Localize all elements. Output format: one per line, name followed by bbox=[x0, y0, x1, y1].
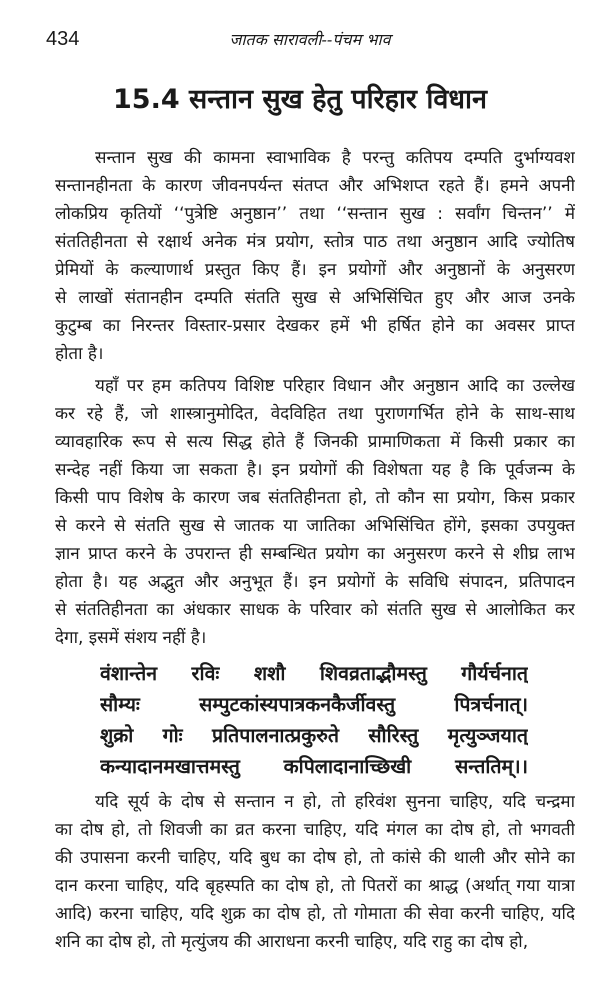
text-line: से संततिहीनता का अंधकार साधक के परिवार को संतति सुख से आलोकित कर bbox=[55, 600, 575, 620]
text-line: प्रेमियों के कल्याणार्थ प्रस्तुत किए हैं। इन प्रयोगों और अनुष्ठानों के अनुसरण bbox=[55, 260, 575, 280]
text-line: देगा, इसमें संशय नहीं है। bbox=[55, 628, 207, 648]
text-line: किसी पाप विशेष के कारण जब संततिहीनता हो, तो कौन सा प्रयोग, किस प्रकार bbox=[55, 488, 575, 508]
text-line: का दोष हो, तो शिवजी का व्रत करना चाहिए, यदि मंगल का दोष हो, तो भगवती bbox=[55, 820, 575, 840]
section-title: 15.4 सन्तान सुख हेतु परिहार विधान bbox=[113, 84, 487, 115]
text-line: सन्देह नहीं किया जा सकता है। इन प्रयोगों की विशेषता यह है कि पूर्वजन्म के bbox=[55, 460, 575, 480]
verse-line: शुक्रो गोः प्रतिपालनात्प्रकुरुते सौरिस्तु मृत्युञ्जयात् bbox=[100, 724, 528, 747]
running-header: जातक सारावली--पंचम भाव bbox=[229, 30, 391, 49]
sanskrit-verse bbox=[100, 658, 528, 782]
text-line: यदि सूर्य के दोष से सन्तान न हो, तो हरिवंश सुनना चाहिए, यदि चन्द्रमा bbox=[95, 792, 575, 812]
text-line: यहाँ पर हम कतिपय विशिष्ट परिहार विधान और अनुष्ठान आदि का उल्लेख bbox=[95, 376, 575, 396]
text-line: शनि का दोष हो, तो मृत्युंजय की आराधना करनी चाहिए, यदि राहु का दोष हो, bbox=[55, 932, 529, 952]
paragraph-3 bbox=[55, 788, 575, 956]
text-line: से लाखों संतानहीन दम्पति संतति सुख से अभिसिंचित हुए और आज उनके bbox=[55, 288, 575, 308]
paragraph-1 bbox=[55, 144, 575, 368]
text-line: की उपासना करनी चाहिए, यदि बुध का दोष हो, तो कांसे की थाली और सोने का bbox=[55, 848, 575, 868]
text-line: ज्ञान प्राप्त करने के उपरान्त ही सम्बन्धित प्रयोग का अनुसरण करने से शीघ्र लाभ bbox=[55, 544, 575, 564]
text-line: होता है। bbox=[55, 344, 104, 364]
text-line: दान करना चाहिए, यदि बृहस्पति का दोष हो, तो पितरों का श्राद्ध (अर्थात् गया यात्रा bbox=[55, 876, 575, 896]
text-line: संततिहीनता से रक्षार्थ अनेक मंत्र प्रयोग, स्तोत्र पाठ तथा अनुष्ठान आदि ज्योतिष bbox=[55, 232, 575, 252]
text-line: लोकप्रिय कृतियों ‘‘पुत्रेष्टि अनुष्ठान’’ तथा ‘‘सन्तान सुख : सर्वांग चिन्तन’’ में bbox=[55, 204, 575, 224]
verse-line: वंशान्तेन रविः शशौ शिवव्रताद्भौमस्तु गौर्यर्चनात् bbox=[100, 662, 528, 685]
text-line: व्यावहारिक रूप से सत्य सिद्ध होते हैं जिनकी प्रामाणिकता में किसी प्रकार का bbox=[55, 432, 575, 452]
verse-line: सौम्यः सम्पुटकांस्यपात्रकनकैर्जीवस्तु पित्रर्चनात्। bbox=[100, 693, 528, 716]
paragraph-2 bbox=[55, 372, 575, 652]
text-line: कुटुम्ब का निरन्तर विस्तार-प्रसार देखकर हमें भी हर्षित होने का अवसर प्राप्त bbox=[55, 316, 575, 336]
text-line: सन्तानहीनता के कारण जीवनपर्यन्त संतप्त और अभिशप्त रहते हैं। हमने अपनी bbox=[55, 176, 575, 196]
text-line: आदि) करना चाहिए, यदि शुक्र का दोष हो, तो गोमाता की सेवा करनी चाहिए, यदि bbox=[55, 904, 575, 924]
page-number: 434 bbox=[46, 28, 80, 50]
verse-line: कन्यादानमखात्तमस्तु कपिलादानाच्छिखी सन्ततिम्।। bbox=[100, 755, 528, 778]
text-line: से करने से संतति सुख से जातक या जातिका अभिसिंचित होंगे, इसका उपयुक्त bbox=[55, 516, 575, 536]
text-line: होता है। यह अद्भुत और अनुभूत हैं। इन प्रयोगों के सविधि संपादन, प्रतिपादन bbox=[55, 572, 575, 592]
text-line: कर रहे हैं, जो शास्त्रानुमोदित, वेदविहित तथा पुराणगर्भित होने के साथ-साथ bbox=[55, 404, 575, 424]
text-line: सन्तान सुख की कामना स्वाभाविक है परन्तु कतिपय दम्पति दुर्भाग्यवश bbox=[95, 148, 575, 168]
